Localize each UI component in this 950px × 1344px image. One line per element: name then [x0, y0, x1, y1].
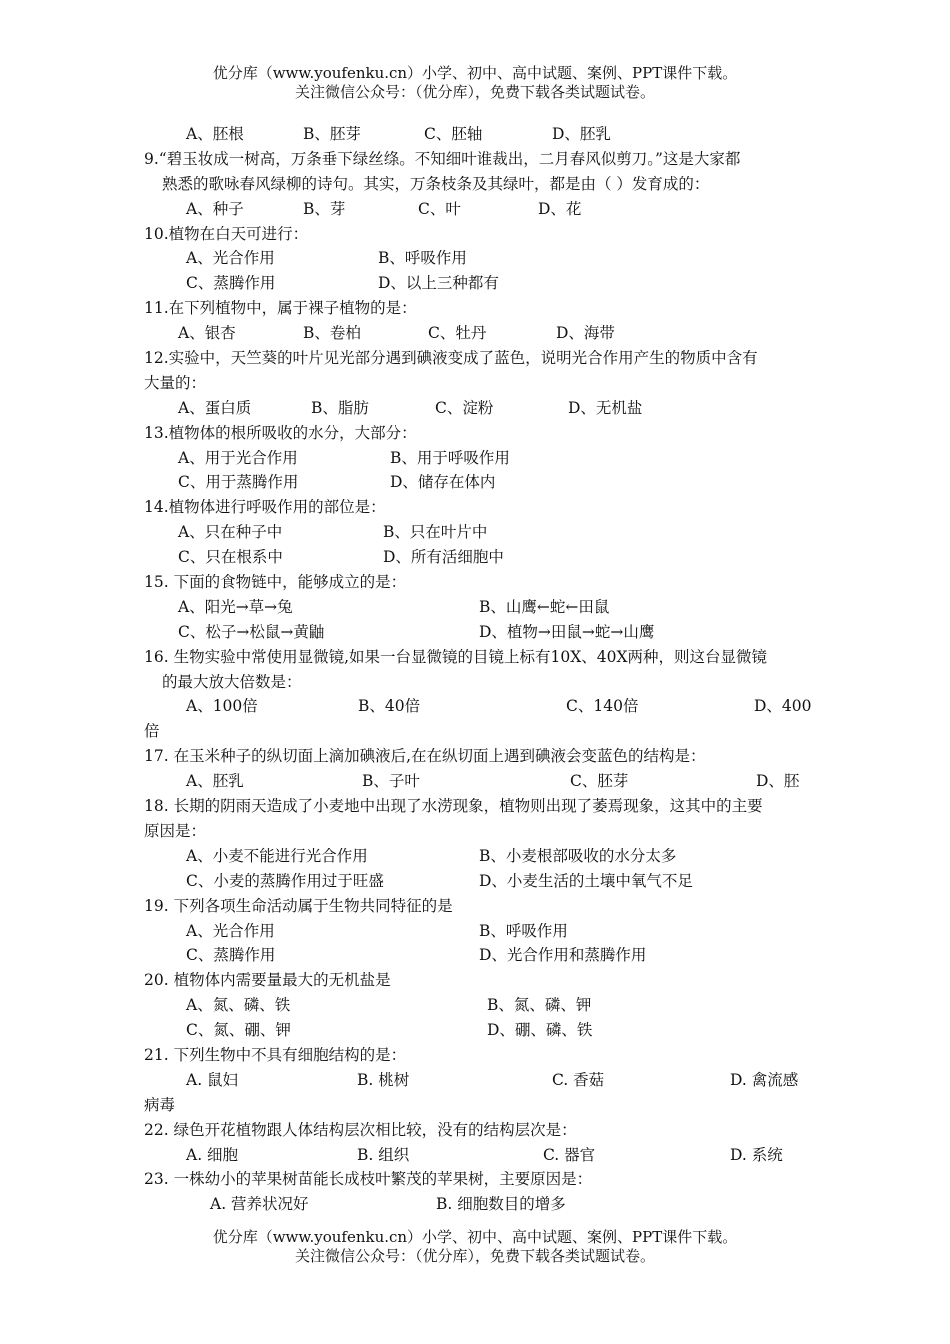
- q17-options: [0, 769, 950, 794]
- q10-option-c: C、蒸腾作用: [186, 274, 276, 293]
- q21-option-c: C. 香菇: [552, 1070, 605, 1089]
- q10-options-row-2: [0, 271, 950, 296]
- q11-stem: 11.在下列植物中，属于裸子植物的是：: [144, 299, 417, 318]
- q16-option-a: A、100倍: [186, 697, 258, 716]
- q18-option-a: A、小麦不能进行光合作用: [186, 846, 368, 865]
- q13-option-b: B、用于呼吸作用: [390, 448, 510, 467]
- q15-option-c: C、松子→松鼠→黄鼬: [178, 622, 325, 641]
- q15-option-b: B、山鹰←蛇←田鼠: [479, 597, 610, 616]
- q13-options-row-2: [0, 470, 950, 495]
- q18-stem-line-2: 原因是：: [144, 821, 207, 840]
- q22-option-a: A. 细胞: [186, 1145, 239, 1164]
- q15-option-a: A、阳光→草→兔: [178, 597, 293, 616]
- q22-options: [0, 1143, 950, 1168]
- q16-option-d: D、400: [754, 697, 812, 716]
- q9-option-b: B、芽: [303, 199, 346, 218]
- q8-option-b: B、胚芽: [303, 125, 361, 143]
- q11-option-c: C、牡丹: [428, 324, 487, 343]
- q9-stem-line-1: 9.“碧玉妆成一树高，万条垂下绿丝绦。不知细叶谁裁出，二月春风似剪刀。”这是大家都: [144, 149, 741, 168]
- q14-options-row-1: [0, 520, 950, 545]
- q13-option-a: A、用于光合作用: [178, 448, 298, 467]
- q11-option-d: D、海带: [556, 324, 615, 343]
- q12-stem-line-2: 大量的：: [144, 373, 207, 392]
- q18-stem-line-1: 18. 长期的阴雨天造成了小麦地中出现了水涝现象，植物则出现了萎焉现象，这其中的主要: [144, 797, 763, 816]
- q21-option-b: B. 桃树: [357, 1070, 410, 1089]
- page-header: [0, 64, 950, 102]
- q23-stem: 23. 一株幼小的苹果树苗能长成枝叶繁茂的苹果树，主要原因是：: [144, 1170, 593, 1189]
- q12-option-a: A、蛋白质: [178, 398, 252, 417]
- q11-option-b: B、卷柏: [303, 324, 361, 343]
- q19-stem: 19. 下列各项生命活动属于生物共同特征的是: [144, 896, 453, 915]
- q18-option-c: C、小麦的蒸腾作用过于旺盛: [186, 871, 384, 890]
- q17-option-c: C、胚芽: [570, 772, 629, 791]
- q12-option-c: C、淀粉: [435, 398, 494, 417]
- q11-option-a: A、银杏: [178, 324, 236, 343]
- q9-option-d: D、花: [538, 199, 582, 218]
- q9-option-a: A、种子: [186, 199, 244, 218]
- q8-option-c: C、胚轴: [424, 125, 483, 143]
- header-line-1: 优分库（www.youfenku.cn）小学、初中、高中试题、案例、PPT课件下载。: [212, 64, 738, 82]
- q20-option-a: A、氮、磷、铁: [186, 996, 291, 1015]
- q16-stem-line-1: 16. 生物实验中常使用显微镜,如果一台显微镜的目镜上标有10X、40X两种，则这台显微镜: [144, 647, 768, 666]
- q14-options-row-2: [0, 545, 950, 570]
- q16-option-b: B、40倍: [358, 697, 421, 716]
- q19-options-row-1: [0, 919, 950, 944]
- q15-options-row-1: [0, 595, 950, 620]
- q9-option-c: C、叶: [418, 199, 461, 218]
- q17-stem: 17. 在玉米种子的纵切面上滴加碘液后,在在纵切面上遇到碘液会变蓝色的结构是：: [144, 747, 706, 766]
- q14-option-a: A、只在种子中: [178, 523, 283, 542]
- q12-option-d: D、无机盐: [568, 398, 643, 417]
- q10-stem: 10.植物在白天可进行：: [144, 224, 309, 243]
- q17-option-a: A、胚乳: [186, 772, 244, 791]
- q12-option-b: B、脂肪: [311, 398, 369, 417]
- q17-option-d: D、胚: [756, 772, 800, 791]
- q18-option-d: D、小麦生活的土壤中氧气不足: [479, 871, 693, 890]
- q20-option-d: D、硼、磷、铁: [487, 1021, 593, 1040]
- q18-options-row-1: [0, 844, 950, 869]
- q8-option-a: A、胚根: [186, 125, 244, 143]
- q13-option-d: D、储存在体内: [390, 473, 496, 492]
- q10-options-row-1: [0, 246, 950, 271]
- q16-option-d-continuation: 倍: [144, 722, 160, 741]
- q13-stem: 13.植物体的根所吸收的水分，大部分：: [144, 423, 417, 442]
- q14-option-c: C、只在根系中: [178, 548, 283, 567]
- q14-option-b: B、只在叶片中: [383, 523, 488, 542]
- q8-options: [0, 122, 950, 147]
- q21-option-d: D. 禽流感: [730, 1070, 799, 1089]
- footer-line-1: 优分库（www.youfenku.cn）小学、初中、高中试题、案例、PPT课件下载。: [212, 1228, 738, 1246]
- footer-line-2: 关注微信公众号：（优分库），免费下载各类试题试卷。: [294, 1247, 655, 1265]
- q19-option-d: D、光合作用和蒸腾作用: [479, 946, 647, 965]
- q15-option-d: D、植物→田鼠→蛇→山鹰: [479, 622, 655, 641]
- q15-stem: 15. 下面的食物链中，能够成立的是：: [144, 573, 407, 592]
- q20-option-c: C、氮、硼、钾: [186, 1021, 291, 1040]
- q21-stem: 21. 下列生物中不具有细胞结构的是：: [144, 1045, 407, 1064]
- q22-option-d: D. 系统: [730, 1145, 783, 1164]
- q9-options: [0, 197, 950, 222]
- q23-option-b: B. 细胞数目的增多: [436, 1195, 566, 1214]
- q16-options: [0, 694, 950, 719]
- q9-stem-line-2: 熟悉的歌咏春风绿柳的诗句。其实，万条枝条及其绿叶，都是由（ ）发育成的：: [162, 174, 710, 193]
- q12-options: [0, 396, 950, 421]
- q22-stem: 22. 绿色开花植物跟人体结构层次相比较，没有的结构层次是：: [144, 1120, 577, 1139]
- q23-options: [0, 1192, 950, 1217]
- q20-options-row-1: [0, 993, 950, 1018]
- q14-stem: 14.植物体进行呼吸作用的部位是：: [144, 498, 386, 517]
- q19-option-a: A、光合作用: [186, 921, 275, 940]
- q10-option-a: A、光合作用: [186, 249, 275, 268]
- q18-options-row-2: [0, 869, 950, 894]
- q16-stem-line-2: 的最大放大倍数是：: [162, 672, 302, 691]
- page-footer: [0, 1228, 950, 1266]
- q23-option-a: A. 营养状况好: [210, 1195, 309, 1214]
- q20-options-row-2: [0, 1018, 950, 1043]
- q15-options-row-2: [0, 620, 950, 645]
- q12-stem-line-1: 12.实验中，天竺葵的叶片见光部分遇到碘液变成了蓝色，说明光合作用产生的物质中含有: [144, 349, 758, 368]
- q8-option-d: D、胚乳: [552, 125, 611, 143]
- q18-option-b: B、小麦根部吸收的水分太多: [479, 846, 677, 865]
- q22-option-c: C. 器官: [543, 1145, 596, 1164]
- q19-option-c: C、蒸腾作用: [186, 946, 276, 965]
- q20-option-b: B、氮、磷、钾: [487, 996, 592, 1015]
- q13-options-row-1: [0, 446, 950, 471]
- q19-option-b: B、呼吸作用: [479, 921, 568, 940]
- q21-options: [0, 1068, 950, 1093]
- q21-option-d-continuation: 病毒: [144, 1095, 176, 1114]
- q10-option-d: D、以上三种都有: [378, 274, 499, 293]
- q11-options: [0, 321, 950, 346]
- q19-options-row-2: [0, 943, 950, 968]
- question-list: [0, 122, 950, 1217]
- q10-option-b: B、呼吸作用: [378, 249, 467, 268]
- q16-option-c: C、140倍: [566, 697, 639, 716]
- q21-option-a: A. 鼠妇: [186, 1070, 239, 1089]
- q22-option-b: B. 组织: [357, 1145, 410, 1164]
- q13-option-c: C、用于蒸腾作用: [178, 473, 299, 492]
- q20-stem: 20. 植物体内需要量最大的无机盐是: [144, 971, 391, 990]
- q17-option-b: B、子叶: [362, 772, 420, 791]
- header-line-2: 关注微信公众号：（优分库），免费下载各类试题试卷。: [294, 83, 655, 101]
- q14-option-d: D、所有活细胞中: [383, 548, 504, 567]
